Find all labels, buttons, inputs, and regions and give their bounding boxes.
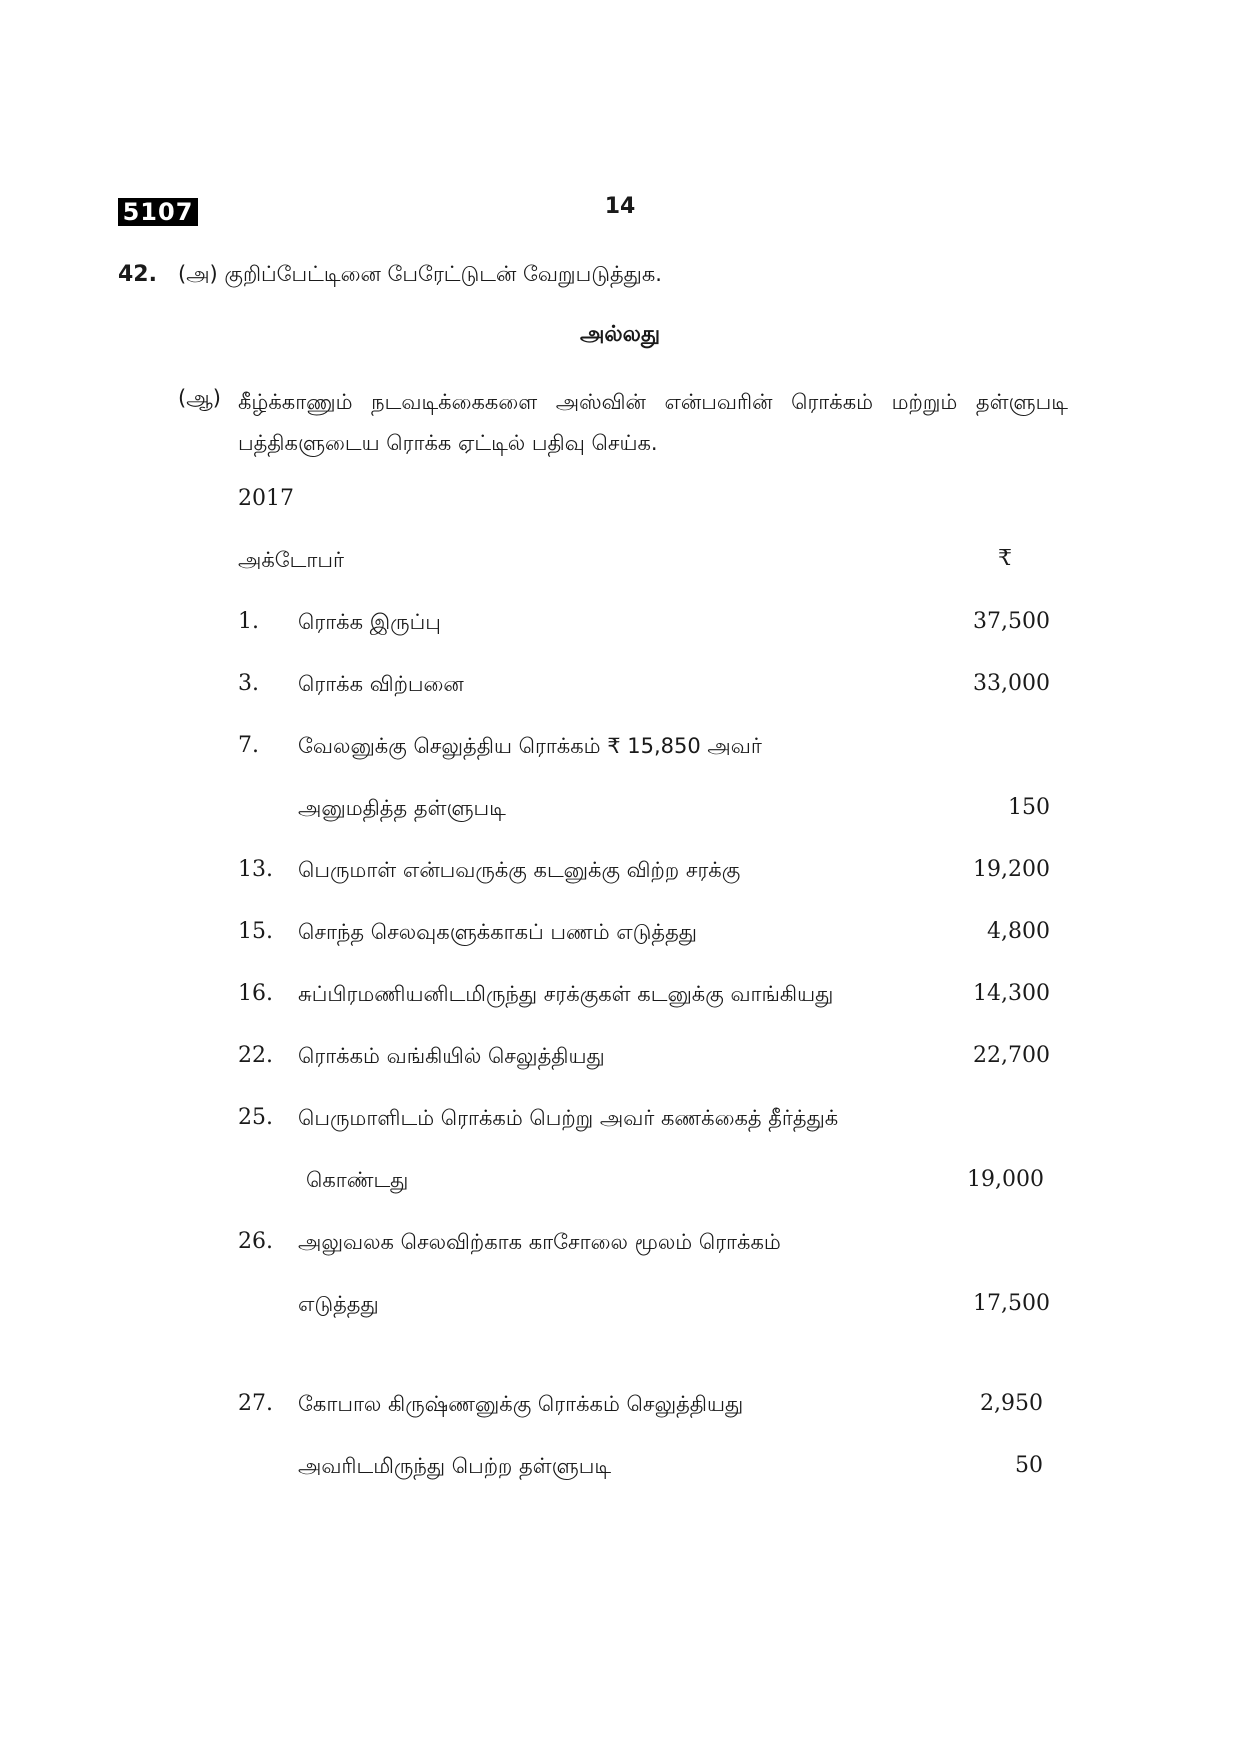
transaction-amount: 33,000 [973, 671, 1050, 696]
transaction-line [0, 1160, 1240, 1200]
transaction-amount: 19,200 [973, 857, 1050, 882]
transaction-amount: 22,700 [973, 1043, 1050, 1068]
transaction-line [0, 1036, 1240, 1076]
transaction-description: சொந்த செலவுகளுக்காகப் பணம் எடுத்தது [298, 920, 697, 944]
transaction-date: 22. [238, 1043, 273, 1068]
transaction-description: கொண்டது [306, 1168, 409, 1192]
year-label: 2017 [238, 486, 294, 511]
question-part-b-marker: (ஆ) [178, 386, 221, 410]
transaction-description: அனுமதித்த தள்ளுபடி [298, 796, 506, 820]
transaction-line [0, 726, 1240, 766]
currency-column-header: ₹ [998, 546, 1012, 571]
transaction-description: வேலனுக்கு செலுத்திய ரொக்கம் ₹ 15,850 அவர் [298, 734, 762, 758]
transaction-description: அலுவலக செலவிற்காக காசோலை மூலம் ரொக்கம் [298, 1230, 781, 1254]
transaction-amount: 4,800 [987, 919, 1050, 944]
transaction-date: 16. [238, 981, 273, 1006]
transaction-date: 27. [238, 1391, 273, 1416]
transaction-line [0, 1284, 1240, 1324]
transaction-amount: 37,500 [973, 609, 1050, 634]
transaction-line [0, 850, 1240, 890]
transaction-date: 7. [238, 733, 259, 758]
transaction-amount: 14,300 [973, 981, 1050, 1006]
transaction-description: கோபால கிருஷ்ணனுக்கு ரொக்கம் செலுத்தியது [298, 1392, 744, 1416]
transaction-description: ரொக்கம் வங்கியில் செலுத்தியது [298, 1044, 605, 1068]
transaction-line [0, 788, 1240, 828]
transaction-description: எடுத்தது [298, 1292, 379, 1316]
transaction-date: 25. [238, 1105, 273, 1130]
question-number: 42. [118, 262, 157, 287]
transaction-amount: 2,950 [980, 1391, 1043, 1416]
question-part-b-text: கீழ்க்காணும் நடவடிக்கைகளை அஸ்வின் என்பவரின் ரொக்கம் மற்றும் தள்ளுபடி பத்திகளுடைய ரொக்க ஏட்டில் பதிவு செய்க. [238, 390, 1068, 455]
transaction-amount: 150 [1008, 795, 1050, 820]
transaction-amount: 50 [1015, 1453, 1043, 1478]
transaction-date: 26. [238, 1229, 273, 1254]
transaction-line [0, 912, 1240, 952]
transaction-amount: 17,500 [973, 1291, 1050, 1316]
transaction-line [0, 1222, 1240, 1262]
transaction-description: அவரிடமிருந்து பெற்ற தள்ளுபடி [298, 1454, 612, 1478]
transaction-description: ரொக்க இருப்பு [298, 610, 441, 634]
or-heading: அல்லது [579, 322, 661, 347]
transaction-description: பெருமாள் என்பவருக்கு கடனுக்கு விற்ற சரக்கு [298, 858, 741, 882]
month-label: அக்டோபர் [238, 548, 344, 572]
transaction-date: 15. [238, 919, 273, 944]
transaction-date: 3. [238, 671, 259, 696]
transaction-line [0, 974, 1240, 1014]
paper-code: 5107 [118, 198, 198, 226]
transaction-line [0, 602, 1240, 642]
transaction-date: 1. [238, 609, 259, 634]
transaction-line [0, 1384, 1240, 1424]
transaction-date: 13. [238, 857, 273, 882]
transaction-amount: 19,000 [967, 1167, 1044, 1192]
transaction-line [0, 664, 1240, 704]
transaction-description: பெருமாளிடம் ரொக்கம் பெற்று அவர் கணக்கைத் தீர்த்துக் [298, 1106, 839, 1130]
transaction-description: சுப்பிரமணியனிடமிருந்து சரக்குகள் கடனுக்கு வாங்கியது [298, 982, 834, 1006]
page-number: 14 [604, 194, 636, 219]
transaction-line [0, 1098, 1240, 1138]
transaction-line [0, 1446, 1240, 1486]
transaction-description: ரொக்க விற்பனை [298, 672, 464, 696]
question-part-a: (அ) குறிப்பேட்டினை பேரேட்டுடன் வேறுபடுத்துக. [178, 262, 662, 286]
